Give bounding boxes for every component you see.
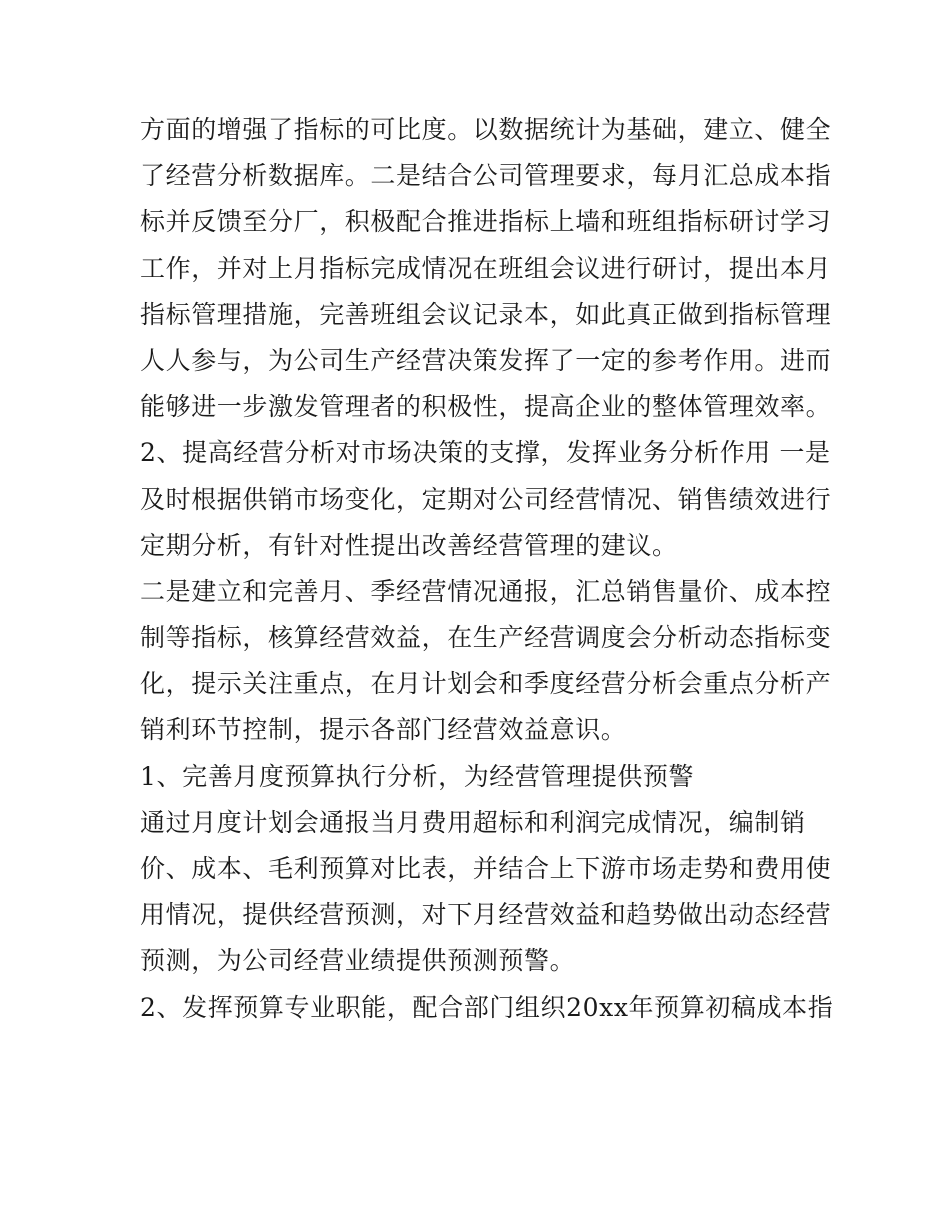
text-line: 了经营分析数据库。二是结合公司管理要求，每月汇总成本指 xyxy=(140,161,832,191)
text-line: 制等指标，核算经营效益，在生产经营调度会分析动态指标变 xyxy=(140,623,832,653)
text-line: 二是建立和完善月、季经营情况通报，汇总销售量价、成本控 xyxy=(140,576,832,606)
text-line: 人人参与，为公司生产经营决策发挥了一定的参考作用。进而 xyxy=(140,345,832,375)
body-text xyxy=(140,107,834,1031)
text-line: 价、成本、毛利预算对比表，并结合上下游市场走势和费用使 xyxy=(140,854,832,883)
text-line: 销利环节控制，提示各部门经营效益意识。 xyxy=(140,715,627,745)
text-line: 用情况，提供经营预测，对下月经营效益和趋势做出动态经营 xyxy=(140,900,832,930)
text-line: 预测，为公司经营业绩提供预测预警。 xyxy=(140,946,576,976)
text-line: 定期分析，有针对性提出改善经营管理的建议。 xyxy=(140,530,678,560)
text-line: 能够进一步激发管理者的积极性，提高企业的整体管理效率。 xyxy=(140,392,832,422)
text-line: 及时根据供销市场变化，定期对公司经营情况、销售绩效进行 xyxy=(140,484,832,514)
text-line: 2、发挥预算专业职能，配合部门组织20xx年预算初稿成本指 xyxy=(140,992,834,1022)
text-line: 方面的增强了指标的可比度。以数据统计为基础，建立、健全 xyxy=(140,115,832,144)
text-line: 2、提高经营分析对市场决策的支撑，发挥业务分析作用 一是 xyxy=(140,438,831,468)
text-line: 指标管理措施，完善班组会议记录本，如此真正做到指标管理 xyxy=(140,299,832,329)
text-line: 标并反馈至分厂，积极配合推进指标上墙和班组指标研讨学习 xyxy=(140,207,832,237)
text-line: 通过月度计划会通报当月费用超标和利润完成情况，编制销 xyxy=(140,807,806,837)
text-line: 1、完善月度预算执行分析，为经营管理提供预警 xyxy=(140,761,695,791)
text-line: 工作，并对上月指标完成情况在班组会议进行研讨，提出本月 xyxy=(140,253,832,283)
text-line: 化，提示关注重点，在月计划会和季度经营分析会重点分析产 xyxy=(140,669,832,699)
